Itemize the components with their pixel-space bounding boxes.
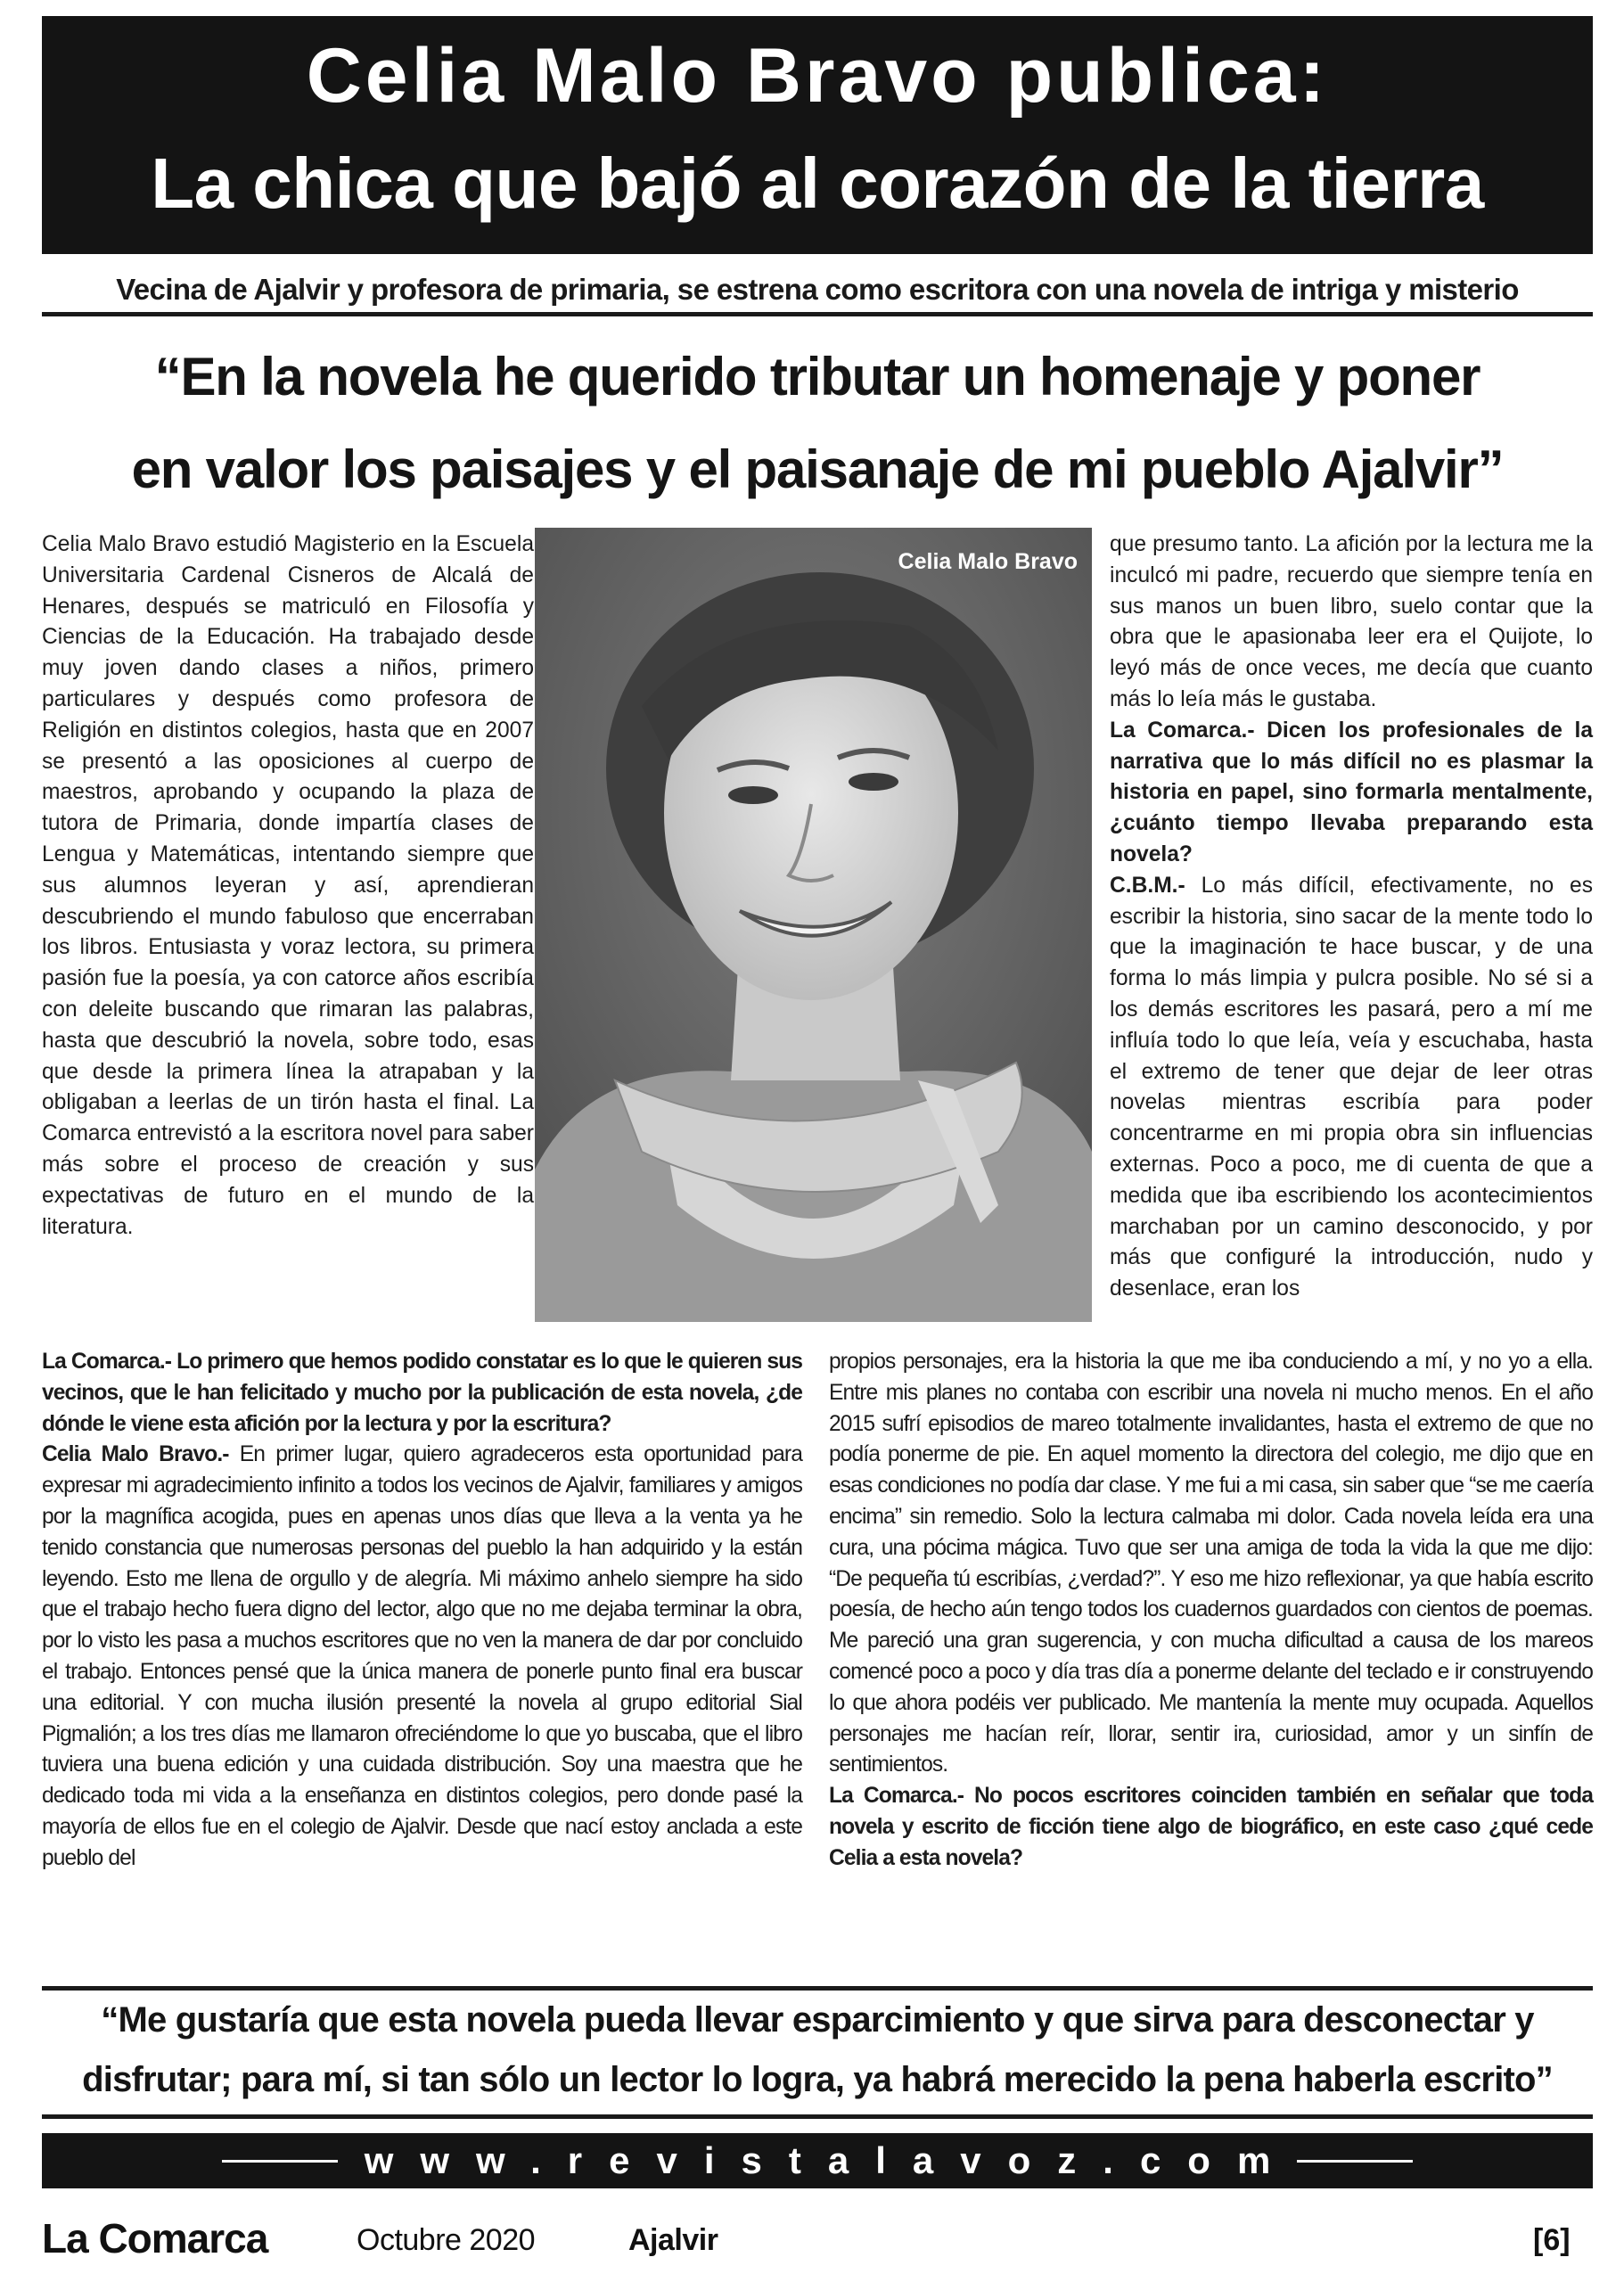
page-number: [6]	[1533, 2223, 1571, 2257]
issue-date: Octubre 2020	[357, 2223, 536, 2257]
subheadline: Vecina de Ajalvir y profesora de primaria, se estrena como escritora con una novela de intriga y misterio	[116, 273, 1519, 306]
headline-box	[42, 16, 1593, 254]
pull-quote-line-2: en valor los paisajes y el paisanaje de mi pueblo Ajalvir”	[131, 439, 1504, 499]
question-1	[42, 1347, 802, 1440]
decorative-line	[222, 2160, 338, 2163]
answer-2-speaker: C.B.M.-	[1110, 873, 1185, 898]
closing-quote-line-1: “Me gustaría que esta novela pueda llevar esparcimiento y que sirva para desconectar y	[101, 2000, 1534, 2040]
author-photo	[535, 528, 1092, 1322]
question-1-text: Lo primero que hemos podido constatar es lo que le quieren sus vecinos, que le han felicitado y mucho por la publicación de esta novela, ¿de dónde le viene esta afición por la lectura y por la escritura?	[42, 1350, 802, 1436]
answer-1-text: En primer lugar, quiero agradeceros esta oportunidad para expresar mi agradecimiento infinito a todos los vecinos de Ajalvir, familiares y amigos por la magnífica acogida, pues en apenas unos días que lleva a la venta ya he tenido constancia que numerosas personas del pueblo la han adquirido y la están leyendo. Esto me llena de orgullo y de alegría. Mi máximo anhelo siempre ha sido que el trabajo hecho fuera digno del lector, algo que no me dejaba terminar la obra, por lo visto les pasa a muchos escritores que no ven la manera de dar por concluido el trabajo. Entonces pensé que la única manera de ponerle punto final era buscar una editorial. Y con mucha ilusión presenté la novela al grupo editorial Sial Pigmalión; a los tres días me llamaron ofreciéndome lo que yo buscaba, que el libro tuviera una buena edición y una cuidada distribución. Soy una maestra que he dedicado toda mi vida a la enseñanza en distintos colegios, pero donde pasé la mayoría de ellos fue en el colegio de Ajalvir. Desde que nací estoy anclada a este pueblo del	[42, 1442, 802, 1870]
question-1-speaker: La Comarca.-	[42, 1350, 172, 1374]
article-right-upper	[1110, 529, 1593, 1305]
divider	[42, 312, 1593, 316]
website-link[interactable]: www.revistalavoz.com	[364, 2139, 1298, 2181]
divider	[42, 2114, 1593, 2119]
article-right-lower	[829, 1347, 1593, 1875]
answer-1-speaker: Celia Malo Bravo.-	[42, 1442, 229, 1467]
closing-quote-line-2: disfrutar; para mí, si tan sólo un lector lo logra, ya habrá merecido la pena haberla escrito”	[82, 2060, 1553, 2099]
website-banner	[42, 2133, 1593, 2188]
pull-quote-line-1: “En la novela he querido tributar un homenaje y poner	[154, 347, 1480, 406]
answer-1	[42, 1440, 802, 1874]
question-2	[1110, 716, 1593, 871]
answer-1-continued: que presumo tanto. La afición por la lectura me la inculcó mi padre, recuerdo que siempre tenía en sus manos un buen libro, suelo contar que la obra que le apasionaba leer era el Quijote, lo leyó más de once veces, me decía que cuanto más lo leía más le gustaba.	[1110, 532, 1593, 711]
portrait-image	[535, 528, 1092, 1322]
question-3-speaker: La Comarca.-	[829, 1784, 964, 1809]
article-intro	[42, 529, 534, 1243]
question-2-text: Dicen los profesionales de la narrativa que lo más difícil no es plasmar la historia en papel, sino formarla mentalmente, ¿cuánto tiempo llevaba preparando esta novela?	[1110, 718, 1593, 866]
question-3-text: No pocos escritores coinciden también en señalar que toda novela y escrito de ficción tiene algo de biográfico, en este caso ¿qué cede Celia a esta novela?	[829, 1784, 1594, 1870]
answer-2-continued: propios personajes, era la historia la que me iba conduciendo a mí, y no yo a ella. Entre mis planes no contaba con escribir una novela ni mucho menos. En el año 2015 sufrí episodios de mareo totalmente invalidantes, hasta el extremo de que no podía ponerme de pie. En aquel momento la directora del colegio, me dijo que en esas condiciones no podía dar clase. Y me fui a mi casa, sin saber que “se me caería encima” sin remedio. Solo la lectura calmaba mi dolor. Cada novela leída era una cura, una pócima mágica. Tuvo que ser una amiga de toda la vida la que me dijo: “De pequeña tú escribías, ¿verdad?”. Y eso me hizo reflexionar, ya que había escrito poesía, de hecho aún tengo todos los cuadernos guardados con cientos de poemas. Me pareció una gran sugerencia, y con mucha dificultad a causa de los mareos comencé poco a poco y día tras día a ponerme delante del teclado e ir construyendo lo que ahora podéis ver publicado. Me mantenía la mente muy ocupada. Aquellos personajes me hacían reír, llorar, sentir ira, curiosidad, amor y un sinfín de sentimientos.	[829, 1350, 1593, 1777]
headline-line-2: La chica que bajó al corazón de la tierra	[151, 144, 1484, 223]
intro-paragraph: Celia Malo Bravo estudió Magisterio en la Escuela Universitaria Cardenal Cisneros de Alcalá de Henares, después se matriculó en Filosofía y Ciencias de la Educación. Ha trabajado desde muy joven dando clases a niños, primero particulares y después como profesora de Religión en distintos colegios, hasta que en 2007 se presentó a las oposiciones al cuerpo de maestros, aprobando y ocupando la plaza de tutora de Primaria, donde impartía clases de Lengua y Matemáticas, intentando siempre que sus alumnos leyeran y así, aprendieran descubriendo el mundo fabuloso que encerraban los libros. Entusiasta y voraz lectora, su primera pasión fue la poesía, ya con catorce años escribía con deleite buscando que rimaran las palabras, hasta que descubrió la novela, sobre todo, esas que desde la primera línea la atrapaban y la obligaban a leerlas de un tirón hasta el final. La Comarca entrevistó a la escritora novel para saber más sobre el proceso de creación y sus expectativas de futuro en el mundo de la literatura.	[42, 532, 534, 1239]
question-2-speaker: La Comarca.-	[1110, 718, 1255, 743]
photo-caption: Celia Malo Bravo	[898, 549, 1078, 574]
issue-town: Ajalvir	[628, 2223, 718, 2257]
question-3	[829, 1781, 1593, 1874]
decorative-line	[1297, 2160, 1413, 2163]
publication-name: La Comarca	[42, 2215, 268, 2261]
answer-2-text: Lo más difícil, efectivamente, no es escribir la historia, sino sacar de la mente todo lo que la imaginación te hace buscar, y de una forma lo más limpia y pulcra posible. No sé si a los demás escritores les pasará, pero a mí me influía todo lo que leía, veía y escuchaba, hasta el extremo de tener que dejar de leer otras novelas mientras escribía para poder concentrarme en mi propia obra sin influencias externas. Poco a poco, me di cuenta de que a medida que iba escribiendo los acontecimientos marchaban por un camino desconocido, y por más que configuré la introducción, nudo y desenlace, eran los	[1110, 873, 1593, 1301]
divider	[42, 1986, 1593, 1991]
headline-line-1: Celia Malo Bravo publica:	[306, 33, 1329, 119]
article-left-lower	[42, 1347, 802, 1875]
answer-2	[1110, 871, 1593, 1305]
